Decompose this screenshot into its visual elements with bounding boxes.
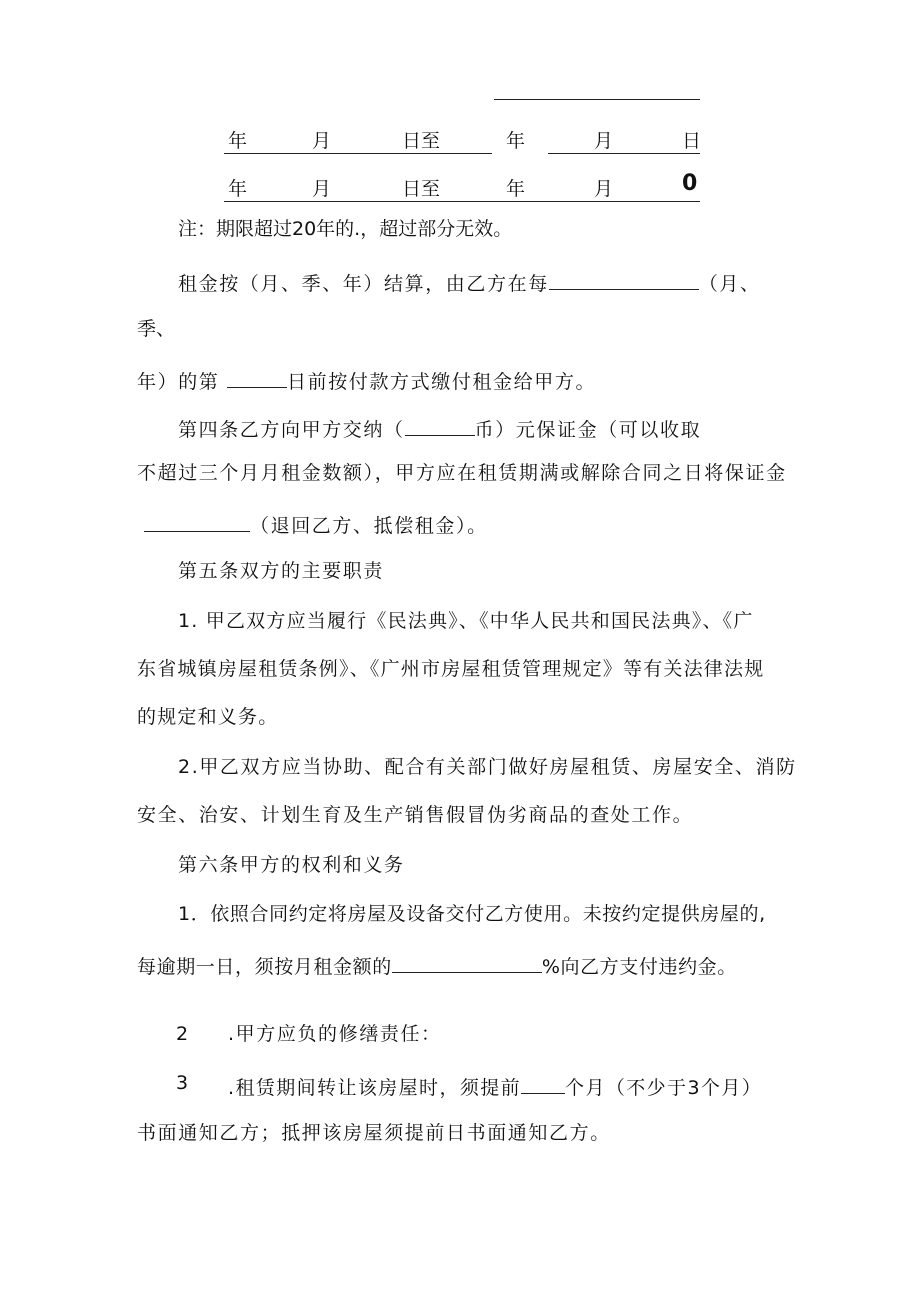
date-underline-right [548, 153, 700, 154]
article-5-item-2-line-1: 2.甲乙双方应当协助、配合有关部门做好房屋租赁、房屋安全、消防 [178, 756, 797, 778]
date-year-start: 年 [228, 178, 248, 200]
rent-text: 年）的第 [137, 371, 220, 393]
article-4-text: 币）元保证金（可以收取 [474, 419, 702, 441]
date-range-row-1 [224, 126, 700, 152]
date-year-end: 年 [506, 178, 526, 200]
currency-blank[interactable] [405, 416, 475, 436]
rent-clause-line-1 [178, 270, 761, 294]
date-month-end: 月 [594, 178, 614, 200]
article-6-text: 每逾期一日，须按月租金额的 [137, 956, 392, 978]
article-4-line-3 [144, 512, 488, 536]
article-6-item-3-line-2: 书面通知乙方；抵押该房屋须提前日书面通知乙方。 [137, 1122, 611, 1144]
article-6-title: 第六条甲方的权利和义务 [178, 854, 405, 876]
article-4-line-1 [178, 416, 701, 440]
date-day-start: 日至 [402, 178, 441, 200]
article-6-text: .租赁期间转让该房屋时，须提前 [228, 1077, 522, 1099]
notice-months-blank[interactable] [521, 1074, 565, 1094]
date-underline-full [224, 201, 700, 202]
article-5-item-1-line-2: 东省城镇房屋租赁条例》、《广州市房屋租赁管理规定》等有关法律法规 [137, 658, 765, 680]
date-year-start: 年 [228, 130, 248, 152]
date-month-start: 月 [312, 130, 332, 152]
article-6-item-1-line-1: 1．依照合同约定将房屋及设备交付乙方使用。未按约定提供房屋的, [178, 903, 766, 925]
date-range-row-2 [224, 171, 700, 200]
article-6-item-2-number: 2 [176, 1023, 189, 1045]
article-4-text: 第四条乙方向甲方交纳（ [178, 419, 405, 441]
date-year-end: 年 [506, 130, 526, 152]
article-4-line-2: 不超过三个月月租金数额），甲方应在租赁期满或解除合同之日将保证金 [137, 462, 787, 484]
article-6-text: 个月（不少于3个月） [565, 1077, 763, 1099]
date-month-end: 月 [594, 130, 614, 152]
rent-text: 日前按付款方式缴付租金给甲方。 [287, 371, 597, 393]
article-5-title: 第五条双方的主要职责 [178, 560, 385, 582]
article-6-text: %向乙方支付违约金。 [541, 956, 737, 978]
article-6-item-3-number: 3 [176, 1072, 189, 1094]
deposit-blank[interactable] [144, 512, 250, 532]
rent-period-blank[interactable] [549, 270, 699, 290]
top-underline [494, 99, 700, 100]
date-day-end: 0 [682, 171, 698, 196]
date-day-end: 日 [682, 130, 702, 152]
rent-clause-line-3 [137, 368, 596, 392]
article-5-item-2-line-2: 安全、治安、计划生育及生产销售假冒伪劣商品的查处工作。 [137, 804, 694, 826]
rent-clause-line-2: 季、 [137, 318, 176, 340]
article-5-item-1-line-3: 的规定和义务。 [137, 706, 279, 728]
date-month-start: 月 [312, 178, 332, 200]
rent-text: （月、 [698, 273, 761, 295]
rent-day-blank[interactable] [227, 368, 287, 388]
article-6-item-3-text [228, 1074, 762, 1098]
article-6-item-2-text: .甲方应负的修缮责任： [228, 1023, 442, 1045]
rent-text: 租金按（月、季、年）结算，由乙方在每 [178, 273, 549, 295]
article-4-text: （退回乙方、抵偿租金）。 [250, 515, 488, 537]
article-5-item-1-line-1: 1. 甲乙双方应当履行《民法典》、《中华人民共和国民法典》、《广 [178, 610, 754, 632]
term-note: 注：期限超过20年的.，超过部分无效。 [178, 218, 513, 240]
date-underline-left [224, 153, 492, 154]
date-day-start: 日至 [402, 130, 441, 152]
penalty-rate-blank[interactable] [392, 953, 542, 973]
article-6-item-1-line-2 [137, 953, 737, 977]
